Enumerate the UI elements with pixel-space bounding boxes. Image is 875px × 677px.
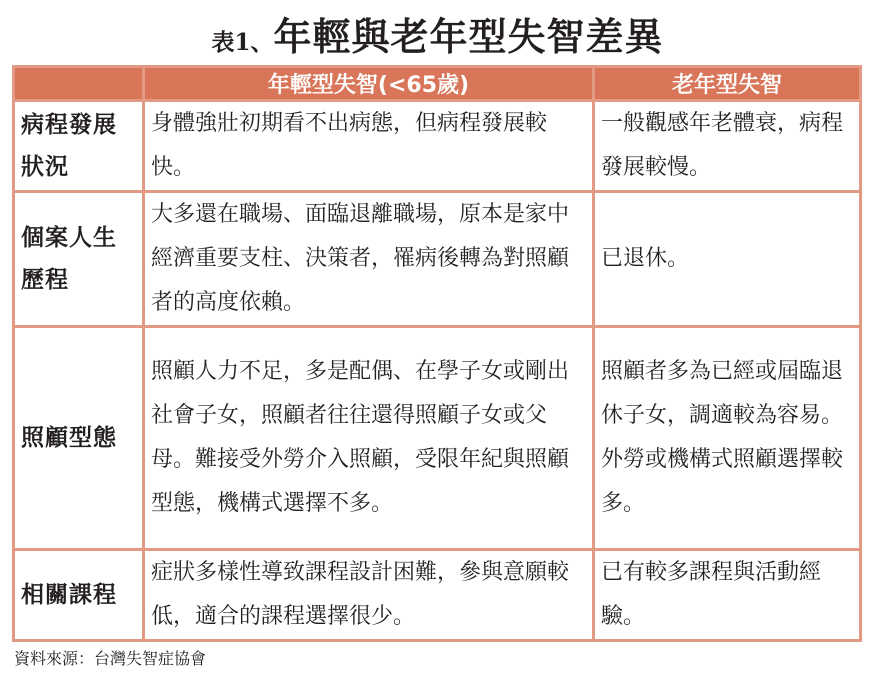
header-late-onset: 老年型失智	[594, 67, 861, 101]
late-onset-cell: 一般觀感年老體衰，病程發展較慢。	[594, 101, 861, 192]
late-onset-cell: 已退休。	[594, 192, 861, 327]
row-label: 病程發展狀況	[14, 101, 144, 192]
table-title-text: 年輕與老年型失智差異	[273, 14, 664, 59]
table-row	[14, 101, 861, 192]
table-number: 表1、	[211, 29, 274, 56]
young-onset-cell: 大多還在職場、面臨退離職場，原本是家中經濟重要支柱、決策者，罹病後轉為對照顧者的高度依賴。	[144, 192, 594, 327]
header-corner	[14, 67, 144, 101]
table-row	[14, 550, 861, 641]
late-onset-cell: 照顧者多為已經或屆臨退休子女，調適較為容易。外勞或機構式照顧選擇較多。	[594, 327, 861, 550]
table-row	[14, 327, 861, 550]
table-row	[14, 192, 861, 327]
comparison-table	[12, 65, 862, 642]
young-onset-cell: 身體強壯初期看不出病態，但病程發展較快。	[144, 101, 594, 192]
table-title	[0, 6, 875, 61]
late-onset-cell: 已有較多課程與活動經驗。	[594, 550, 861, 641]
young-onset-cell: 照顧人力不足，多是配偶、在學子女或剛出社會子女，照顧者往往還得照顧子女或父母。難接受外勞介入照顧，受限年紀與照顧型態，機構式選擇不多。	[144, 327, 594, 550]
header-row	[14, 67, 861, 101]
header-young-onset: 年輕型失智(<65歲)	[144, 67, 594, 101]
row-label: 照顧型態	[14, 327, 144, 550]
young-onset-cell: 症狀多樣性導致課程設計困難，參與意願較低，適合的課程選擇很少。	[144, 550, 594, 641]
row-label: 個案人生歷程	[14, 192, 144, 327]
source-note: 資料來源：台灣失智症協會	[14, 649, 207, 668]
row-label: 相關課程	[14, 550, 144, 641]
